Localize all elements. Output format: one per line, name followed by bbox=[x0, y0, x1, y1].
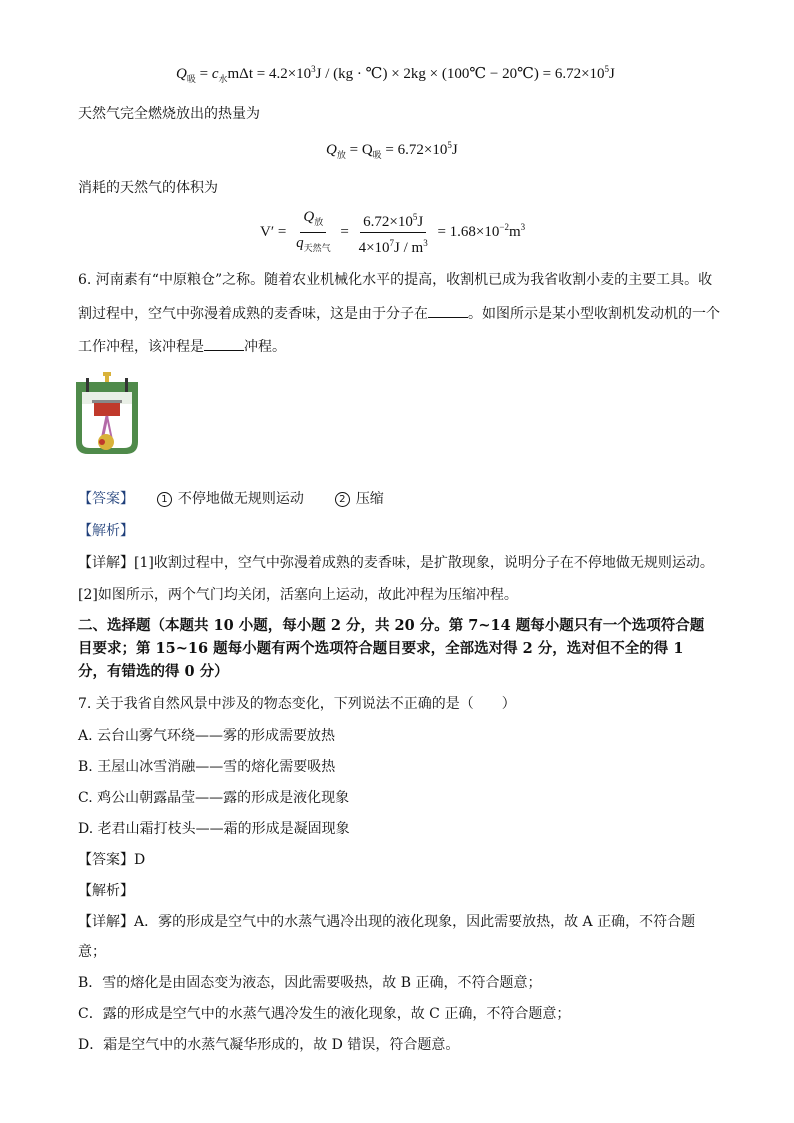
cylinder-wall-right bbox=[132, 392, 138, 428]
equation-q-absorb: $Q_吸 = c_水m\Delta t = 4.2\times 10^3J / (kg$ · ℃) × 2kg × (100℃ − 20℃) = $6.72\times 10^5J$ bbox=[176, 64, 615, 84]
piston bbox=[94, 402, 120, 416]
section-2-heading-2: 目要求；第 15~16 题每小题有两个选项符合题目要求，全部选对得 2 分，选对但不全的得 1 bbox=[78, 640, 684, 657]
fraction-q-over-q: $\frac{Q_放}{q_{天然气}}$ bbox=[296, 209, 331, 253]
q7-analysis-label: 【解析】 bbox=[78, 883, 134, 899]
q6-detail-1: 【详解】[1]收割过程中，空气中弥漫着成熟的麦香味，是扩散现象，说明分子在不停地做无规则运动。 bbox=[78, 555, 714, 571]
q7-stem: 7. 关于我省自然风景中涉及的物态变化，下列说法不正确的是（ ） bbox=[78, 696, 516, 712]
equation-q-release: $Q_放 = Q_吸 = 6.72\times 10^5J$ bbox=[326, 140, 458, 160]
cylinder-wall-left bbox=[76, 392, 82, 428]
q6-blank-1 bbox=[428, 303, 468, 318]
q7-detail-b: B．雪的熔化是由固态变为液态，因此需要吸热，故 B 正确，不符合题意； bbox=[78, 975, 542, 991]
gas-heat-text: 天然气完全燃烧放出的热量为 bbox=[78, 106, 260, 122]
cylinder-head bbox=[76, 382, 138, 392]
q6-detail-2: [2]如图所示，两个气门均关闭，活塞向上运动，故此冲程为压缩冲程。 bbox=[78, 587, 518, 603]
equation-volume: V′ = $\frac{Q_放}{q_{天然气}}$ = $\frac{6.72\times 10^5J}{4\times 10^7J / m^3}$ = $1.68\times 10^{-2}m^3$ bbox=[260, 209, 526, 256]
q6-blank-2 bbox=[204, 336, 244, 351]
fraction-values: $\frac{6.72\times 10^5J}{4\times 10^7J / m^3}$ bbox=[356, 208, 431, 257]
answer-marker-1: 1 bbox=[157, 492, 172, 507]
q7-detail-a-2: 意； bbox=[78, 944, 106, 960]
q7-option-d: D. 老君山霜打枝头——霜的形成是凝固现象 bbox=[78, 821, 350, 837]
gas-volume-text: 消耗的天然气的体积为 bbox=[78, 180, 218, 196]
q6-line-3: 工作冲程，该冲程是 冲程。 bbox=[78, 336, 286, 357]
q6-analysis-label: 【解析】 bbox=[78, 523, 134, 539]
q7-detail-a-1: 【详解】A．雾的形成是空气中的水蒸气遇冷出现的液化现象，因此需要放热，故 A 正确，不符合题 bbox=[78, 914, 696, 930]
answer-marker-2: 2 bbox=[335, 492, 350, 507]
intake-valve-stem bbox=[86, 378, 89, 394]
section-2-heading-1: 二、选择题（本题共 10 小题，每小题 2 分，共 20 分。第 7~14 题每小题只有一个选项符合题 bbox=[78, 617, 705, 634]
exhaust-valve-stem bbox=[125, 378, 128, 394]
q6-line-2: 割过程中，空气中弥漫着成熟的麦香味，这是由于分子在 。如图所示是某小型收割机发动机的一个 bbox=[78, 303, 720, 324]
crank-pin bbox=[99, 439, 105, 445]
q7-answer: 【答案】D bbox=[78, 852, 146, 868]
piston-ring bbox=[92, 400, 122, 403]
engine-compression-stroke-diagram bbox=[74, 372, 140, 456]
q7-detail-d: D．霜是空气中的水蒸气凝华形成的，故 D 错误，符合题意。 bbox=[78, 1037, 460, 1053]
q7-option-a: A. 云台山雾气环绕——雾的形成需要放热 bbox=[78, 728, 336, 744]
spark-plug-top bbox=[103, 372, 111, 376]
q7-option-c: C. 鸡公山朝露晶莹——露的形成是液化现象 bbox=[78, 790, 350, 806]
q7-detail-c: C．露的形成是空气中的水蒸气遇冷发生的液化现象，故 C 正确，不符合题意； bbox=[78, 1006, 571, 1022]
q6-line-1: 6. 河南素有“中原粮仓”之称。随着农业机械化水平的提高，收割机已成为我省收割小麦的主要工具。收 bbox=[78, 272, 713, 288]
q7-option-b: B. 王屋山冰雪消融——雪的熔化需要吸热 bbox=[78, 759, 336, 775]
section-2-heading-3: 分，有错选的得 0 分） bbox=[78, 663, 229, 680]
q6-answer-line: 【答案】 1 不停地做无规则运动 2 压缩 bbox=[78, 491, 384, 507]
